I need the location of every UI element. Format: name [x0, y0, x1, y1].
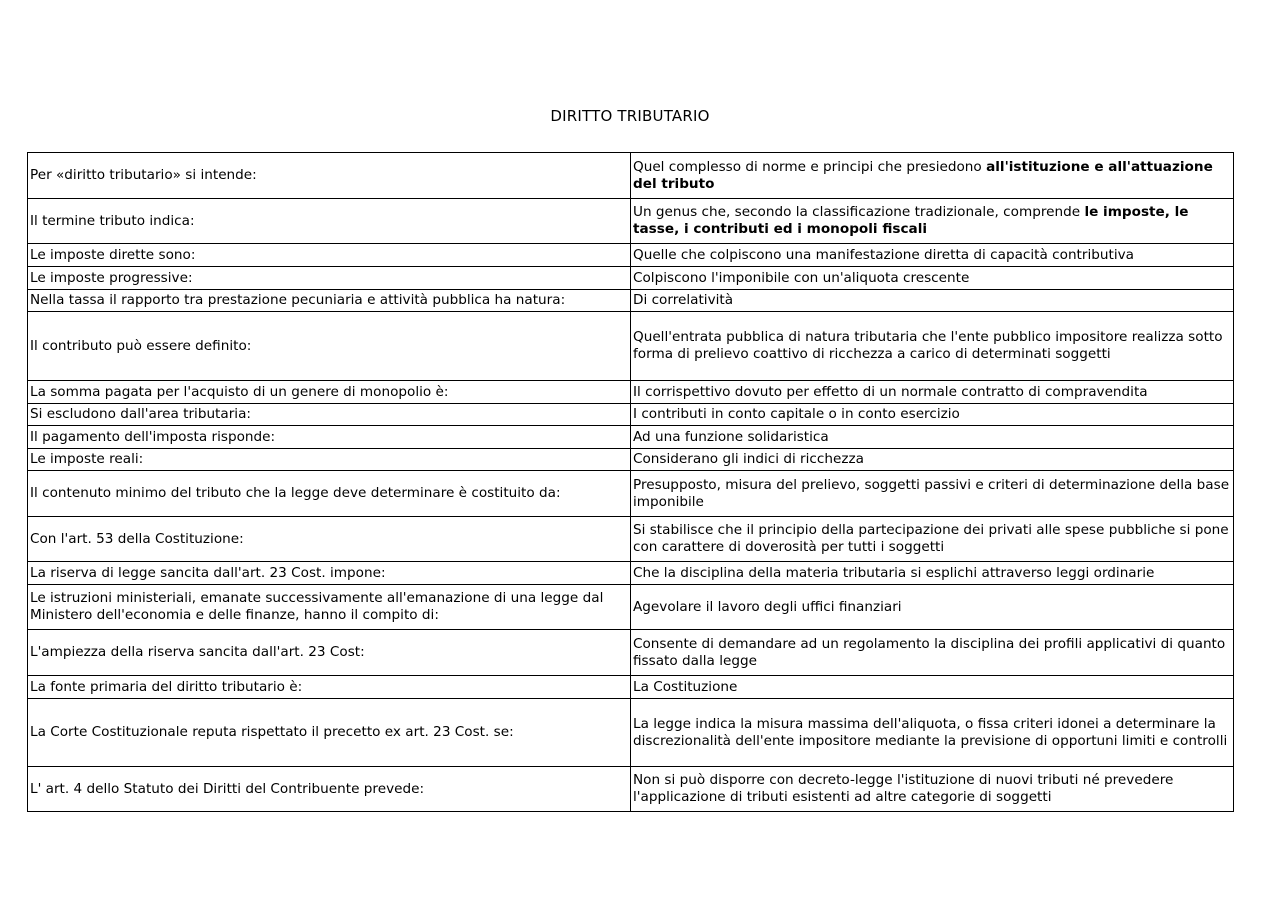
- question-cell: [28, 517, 631, 562]
- question-text: Le imposte dirette sono:: [30, 246, 196, 263]
- table-row: [28, 676, 1234, 699]
- answer-cell: [631, 290, 1234, 312]
- question-cell: [28, 676, 631, 699]
- answer-text: La legge indica la misura massima dell'aliquota, o fissa criteri idonei a determinare la discrezionalità dell'ente impositore mediante la previsione di opportuni limiti e controlli: [633, 715, 1228, 749]
- question-cell: [28, 153, 631, 199]
- answer-cell: [631, 199, 1234, 244]
- table-row: [28, 199, 1234, 244]
- table-row: [28, 699, 1234, 767]
- answer-text: Di correlatività: [633, 292, 734, 308]
- question-text: Il contenuto minimo del tributo che la legge deve determinare è costituito da:: [30, 485, 561, 501]
- answer-text: Presupposto, misura del prelievo, soggetti passivi e criteri di determinazione della base imponibile: [633, 476, 1230, 510]
- table-row: [28, 767, 1234, 812]
- answer-text: Considerano gli indici di ricchezza: [633, 451, 864, 467]
- question-text: Le imposte progressive:: [30, 269, 193, 286]
- answer-cell: [631, 676, 1234, 699]
- table-row: [28, 290, 1234, 312]
- table-row: [28, 381, 1234, 404]
- question-cell: [28, 449, 631, 471]
- question-cell: [28, 562, 631, 585]
- table-row: [28, 244, 1234, 267]
- answer-bold-text: le imposte, le tasse, i contributi ed i monopoli fiscali: [633, 204, 1189, 237]
- answer-text: I contributi in conto capitale o in conto esercizio: [633, 406, 960, 422]
- question-cell: [28, 312, 631, 381]
- question-cell: [28, 404, 631, 426]
- question-text: Nella tassa il rapporto tra prestazione pecuniaria e attività pubblica ha natura:: [30, 292, 566, 308]
- answer-cell: [631, 562, 1234, 585]
- question-cell: [28, 381, 631, 404]
- answer-text: Consente di demandare ad un regolamento la disciplina dei profili applicativi di quanto fissato dalla legge: [633, 635, 1226, 669]
- question-text: Per «diritto tributario» si intende:: [30, 167, 257, 183]
- answer-text: Quell'entrata pubblica di natura tributaria che l'ente pubblico impositore realizza sotto forma di prelievo coattivo di ricchezza a carico di determinati soggetti: [633, 329, 1223, 362]
- question-cell: [28, 290, 631, 312]
- table-row: [28, 267, 1234, 290]
- table-row: [28, 471, 1234, 517]
- answer-text: Che la disciplina della materia tributaria si esplichi attraverso leggi ordinarie: [633, 564, 1155, 581]
- question-text: La riserva di legge sancita dall'art. 23 Cost. impone:: [30, 564, 386, 581]
- question-cell: [28, 267, 631, 290]
- question-text: Il termine tributo indica:: [30, 212, 195, 229]
- table-row: [28, 585, 1234, 630]
- table-row: [28, 562, 1234, 585]
- table-row: [28, 312, 1234, 381]
- question-text: L'ampiezza della riserva sancita dall'art. 23 Cost:: [30, 644, 365, 660]
- question-text: Le imposte reali:: [30, 451, 144, 467]
- question-text: Il pagamento dell'imposta risponde:: [30, 428, 276, 445]
- question-cell: [28, 199, 631, 244]
- answer-text: Il corrispettivo dovuto per effetto di un normale contratto di compravendita: [633, 383, 1148, 400]
- question-cell: [28, 471, 631, 517]
- answer-cell: [631, 767, 1234, 812]
- answer-text: Quelle che colpiscono una manifestazione diretta di capacità contributiva: [633, 246, 1134, 263]
- answer-cell: [631, 404, 1234, 426]
- table-row: [28, 449, 1234, 471]
- answer-cell: [631, 449, 1234, 471]
- table-row: [28, 404, 1234, 426]
- table-row: [28, 153, 1234, 199]
- answer-cell: [631, 517, 1234, 562]
- answer-cell: [631, 699, 1234, 767]
- answer-cell: [631, 312, 1234, 381]
- answer-text: Quel complesso di norme e principi che presiedono: [633, 158, 987, 175]
- answer-text: Non si può disporre con decreto-legge l'istituzione di nuovi tributi né prevedere l'applicazione di tributi esistenti ad altre categorie di soggetti: [633, 772, 1174, 805]
- table-row: [28, 630, 1234, 676]
- qa-table: [27, 152, 1234, 812]
- answer-cell: [631, 267, 1234, 290]
- answer-text: Un genus che, secondo la classificazione tradizionale, comprende: [633, 204, 1085, 220]
- answer-cell: [631, 381, 1234, 404]
- question-text: Con l'art. 53 della Costituzione:: [30, 530, 244, 547]
- question-cell: [28, 585, 631, 630]
- question-text: Le istruzioni ministeriali, emanate successivamente all'emanazione di una legge dal Ministero dell'economia e delle finanze, hanno il compito di:: [30, 590, 604, 623]
- question-cell: [28, 699, 631, 767]
- answer-text: Agevolare il lavoro degli uffici finanziari: [633, 598, 902, 615]
- answer-cell: [631, 426, 1234, 449]
- answer-cell: [631, 244, 1234, 267]
- answer-cell: [631, 471, 1234, 517]
- answer-text: Ad una funzione solidaristica: [633, 428, 829, 445]
- answer-bold-text: all'istituzione e all'attuazione del tributo: [633, 158, 1213, 192]
- table-row: [28, 517, 1234, 562]
- question-text: L' art. 4 dello Statuto dei Diritti del Contribuente prevede:: [30, 780, 425, 797]
- question-cell: [28, 630, 631, 676]
- question-text: La somma pagata per l'acquisto di un genere di monopolio è:: [30, 383, 449, 400]
- answer-cell: [631, 630, 1234, 676]
- answer-text: Si stabilisce che il principio della partecipazione dei privati alle spese pubbliche si pone con carattere di doverosità per tutti i soggetti: [633, 522, 1229, 555]
- question-text: Il contributo può essere definito:: [30, 337, 252, 354]
- question-cell: [28, 426, 631, 449]
- question-cell: [28, 244, 631, 267]
- question-text: Si escludono dall'area tributaria:: [30, 406, 251, 422]
- document-title: DIRITTO TRIBUTARIO: [550, 107, 710, 125]
- answer-cell: [631, 153, 1234, 199]
- question-text: La Corte Costituzionale reputa rispettato il precetto ex art. 23 Cost. se:: [30, 724, 514, 740]
- question-cell: [28, 767, 631, 812]
- answer-cell: [631, 585, 1234, 630]
- answer-text: La Costituzione: [633, 678, 738, 695]
- answer-text: Colpiscono l'imponibile con un'aliquota crescente: [633, 269, 970, 286]
- question-text: La fonte primaria del diritto tributario è:: [30, 678, 303, 695]
- table-row: [28, 426, 1234, 449]
